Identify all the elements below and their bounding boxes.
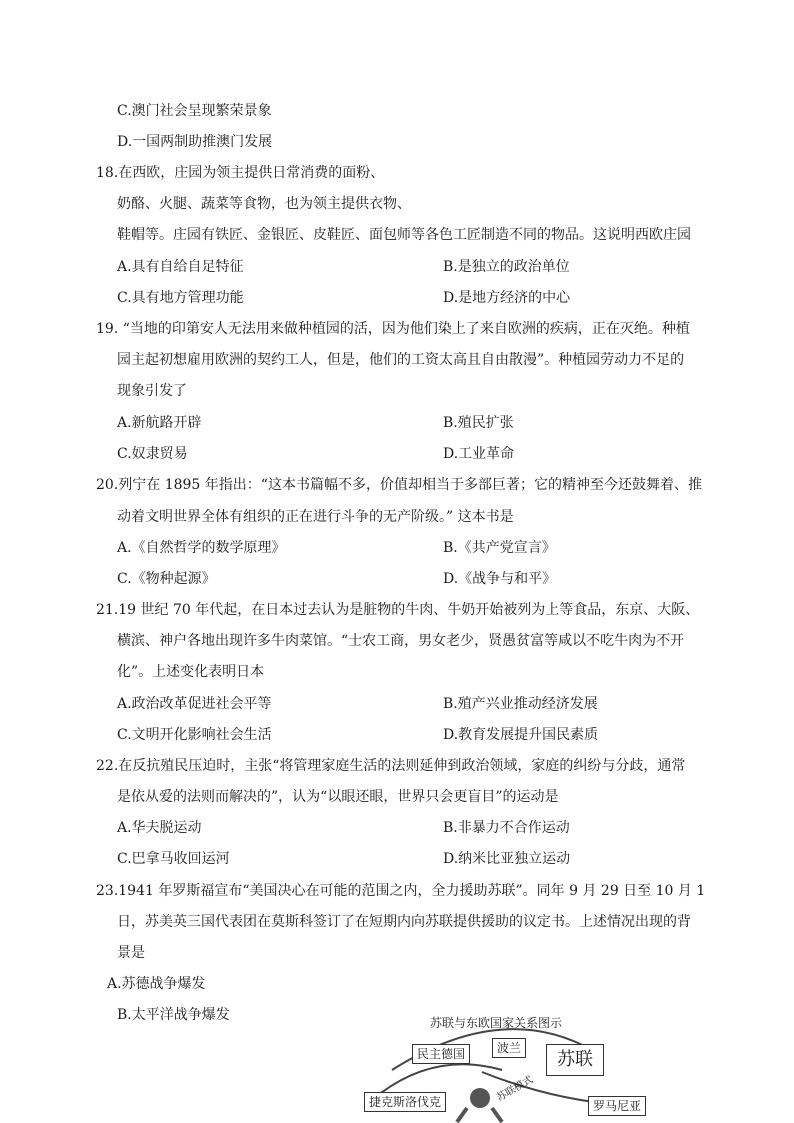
diagram-title: 苏联与东欧国家关系图示	[430, 1016, 563, 1030]
q22-stem-line-1: 22.在反抗殖民压迫时，主张“将管理家庭生活的法则延伸到政治领域，家庭的纠纷与分歧，通常	[96, 758, 686, 774]
q19-option-c: C.奴隶贸易	[117, 446, 188, 462]
q21-option-b: B.殖产兴业推动经济发展	[443, 696, 598, 712]
q23-stem-line-2: 日，苏美英三国代表团在莫斯科签订了在短期内向苏联提供援助的议定书。上述情况出现的背	[117, 914, 691, 930]
q20-option-b: B.《共产党宣言》	[443, 540, 556, 556]
q17-option-d: D.一国两制助推澳门发展	[117, 134, 273, 150]
node-romania: 罗马尼亚	[588, 1096, 646, 1116]
q20-option-d: D.《战争与和平》	[443, 571, 557, 587]
q21-stem-line-2: 横滨、神户各地出现许多牛肉菜馆。“士农工商，男女老少，贤愚贫富等咸以不吃牛肉为不开	[117, 633, 685, 649]
q21-option-d: D.教育发展提升国民素质	[443, 727, 599, 743]
q19-stem-line-3: 现象引发了	[117, 383, 187, 399]
node-ussr: 苏联	[546, 1044, 604, 1076]
q23-stem-line-1: 23.1941 年罗斯福宣布“美国决心在可能的范围之内，全力援助苏联”。同年 9 月 29 日至 10 月 1	[96, 883, 706, 899]
q23-stem-line-3: 景是	[117, 945, 145, 961]
q20-option-a: A.《自然哲学的数学原理》	[117, 540, 286, 556]
q18-option-c: C.具有地方管理功能	[117, 290, 244, 306]
q19-stem-line-1: 19. “当地的印第安人无法用来做种植园的活，因为他们染上了来自欧洲的疾病，正在灭绝。种植	[96, 321, 690, 337]
q18-stem-line-2: 奶酪、火腿、蔬菜等食物，也为领主提供衣物、	[117, 196, 411, 212]
q18-stem-line-1: 18.在西欧，庄园为领主提供日常消费的面粉、	[96, 165, 385, 181]
q19-option-b: B.殖民扩张	[443, 415, 514, 431]
node-gdr: 民主德国	[412, 1044, 470, 1064]
q22-stem-line-2: 是依从爱的法则而解决的”，认为“以眼还眼，世界只会更盲目”的运动是	[117, 789, 559, 805]
q23-option-b: B.太平洋战争爆发	[117, 1007, 230, 1023]
q18-option-b: B.是独立的政治单位	[443, 259, 570, 275]
q20-stem-line-2: 动着文明世界全体有组织的正在进行斗争的无产阶级。” 这本书是	[117, 509, 514, 525]
q21-option-a: A.政治改革促进社会平等	[117, 696, 272, 712]
q18-stem-line-3: 鞋帽等。庄园有铁匠、金银匠、皮鞋匠、面包师等各色工匠制造不同的物品。这说明西欧庄园	[117, 227, 691, 243]
q17-option-c: C.澳门社会呈现繁荣景象	[117, 103, 272, 119]
q22-option-d: D.纳米比亚独立运动	[443, 851, 571, 867]
q19-option-d: D.工业革命	[443, 446, 515, 462]
node-czechoslovakia: 捷克斯洛伐克	[364, 1092, 446, 1112]
node-poland: 波兰	[492, 1038, 526, 1058]
q21-stem-line-1: 21.19 世纪 70 年代起，在日本过去认为是脏物的牛肉、牛奶开始被列为上等食品，东京、大阪、	[96, 602, 700, 618]
q21-option-c: C.文明开化影响社会生活	[117, 727, 272, 743]
q18-option-a: A.具有自给自足特征	[117, 259, 244, 275]
arc-label-soviet-model: 苏联模式	[494, 1074, 536, 1104]
figure-head	[470, 1088, 490, 1108]
q20-option-c: C.《物种起源》	[117, 571, 216, 587]
q22-option-c: C.巴拿马收回运河	[117, 851, 230, 867]
q18-option-d: D.是地方经济的中心	[443, 290, 571, 306]
q20-stem-line-1: 20.列宁在 1895 年指出：“这本书篇幅不多，价值却相当于多部巨著；它的精神至今还鼓舞着、推	[96, 477, 702, 493]
q21-stem-line-3: 化”。上述变化表明日本	[117, 664, 265, 680]
q19-option-a: A.新航路开辟	[117, 415, 202, 431]
q23-option-a: A.苏德战争爆发	[107, 976, 206, 992]
ussr-eastern-europe-diagram	[352, 1010, 652, 1123]
q19-stem-line-2: 园主起初想雇用欧洲的契约工人，但是，他们的工资太高且自由散漫”。种植园劳动力不足的	[117, 352, 685, 368]
q22-option-a: A.华夫脱运动	[117, 820, 202, 836]
q22-option-b: B.非暴力不合作运动	[443, 820, 570, 836]
